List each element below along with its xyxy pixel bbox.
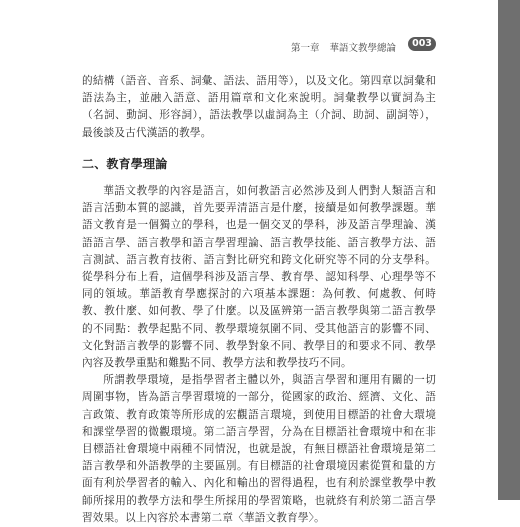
header-chapter: 第一章 — [290, 43, 320, 54]
paragraph-continued: 的結構（語音、音系、詞彙、語法、語用等），以及文化。第四章以詞彙和語法為主，並融入語意、語用篇章和文化來說明。詞彙教學以實詞為主（名詞、動詞、形容詞），語法教學以虛詞為主（介詞、助詞、副詞等），最後談及古代漢語的教學。 — [82, 75, 436, 139]
page-body — [82, 73, 436, 527]
header-title: 華語文教學總論 — [329, 43, 396, 54]
running-header — [291, 40, 404, 54]
paragraph-teaching-content: 華語文教學的內容是語言，如何教語言必然涉及到人們對人類語言和語言活動本質的認識，首先要弄清語言是什麼，接續是如何教學課題。華語文教育是一個獨立的學科，也是一個交叉的學科，涉及語言學理論、漢語語言學、語言教學和語言學習理論、語言教學技能、語言教學方法、語言測試、語言教育技術、語言對比研究和跨文化研究等不同的分支學科。從學科分布上看，這個學科涉及語言學、教育學、認知科學、心理學等不同的領域。華語教育學應探討的六項基本課題：為何教、何處教、何時教、教什麼、如何教、學了什麼。以及區辨第一語言教學與第二語言教學的不同點：教學起點不同、教學環境氛圍不同、受其他語言的影響不同、文化對語言教學的影響不同、教學對象不同、教學目的和要求不同、教學內容及教學重點和難點不同、教學方法和教學技巧不同。 — [82, 185, 436, 370]
section-heading: 二、教育學理論 — [82, 156, 168, 171]
paragraph-teaching-environment: 所謂教學環境，是指學習者主體以外，與語言學習和運用有關的一切周圍事物，皆為語言學習環境的一部分，從國家的政治、經濟、文化、語言政策、教育政策等所形成的宏觀語言環境，到使用目標語的社會大環境和課堂學習的微觀環境。第二語言學習，分為在目標語社會環境中和在非目標語社會環境中兩種不同情況，也就是說，有無目標語社會環境是第二語言教學和外語教學的主要區別。有目標語的社會環境因素從質和量的方面有利於學習者的輸入、內化和輸出的習得過程，也有利於課堂教學中教師所採用的教學方法和學生所採用的學習策略，也就終有利於第二語言學習效果。以上內容於本書第二章〈華語文教育學〉。 — [82, 374, 436, 524]
page-number-badge: 003 — [408, 37, 436, 51]
page-edge-strip — [498, 0, 520, 500]
